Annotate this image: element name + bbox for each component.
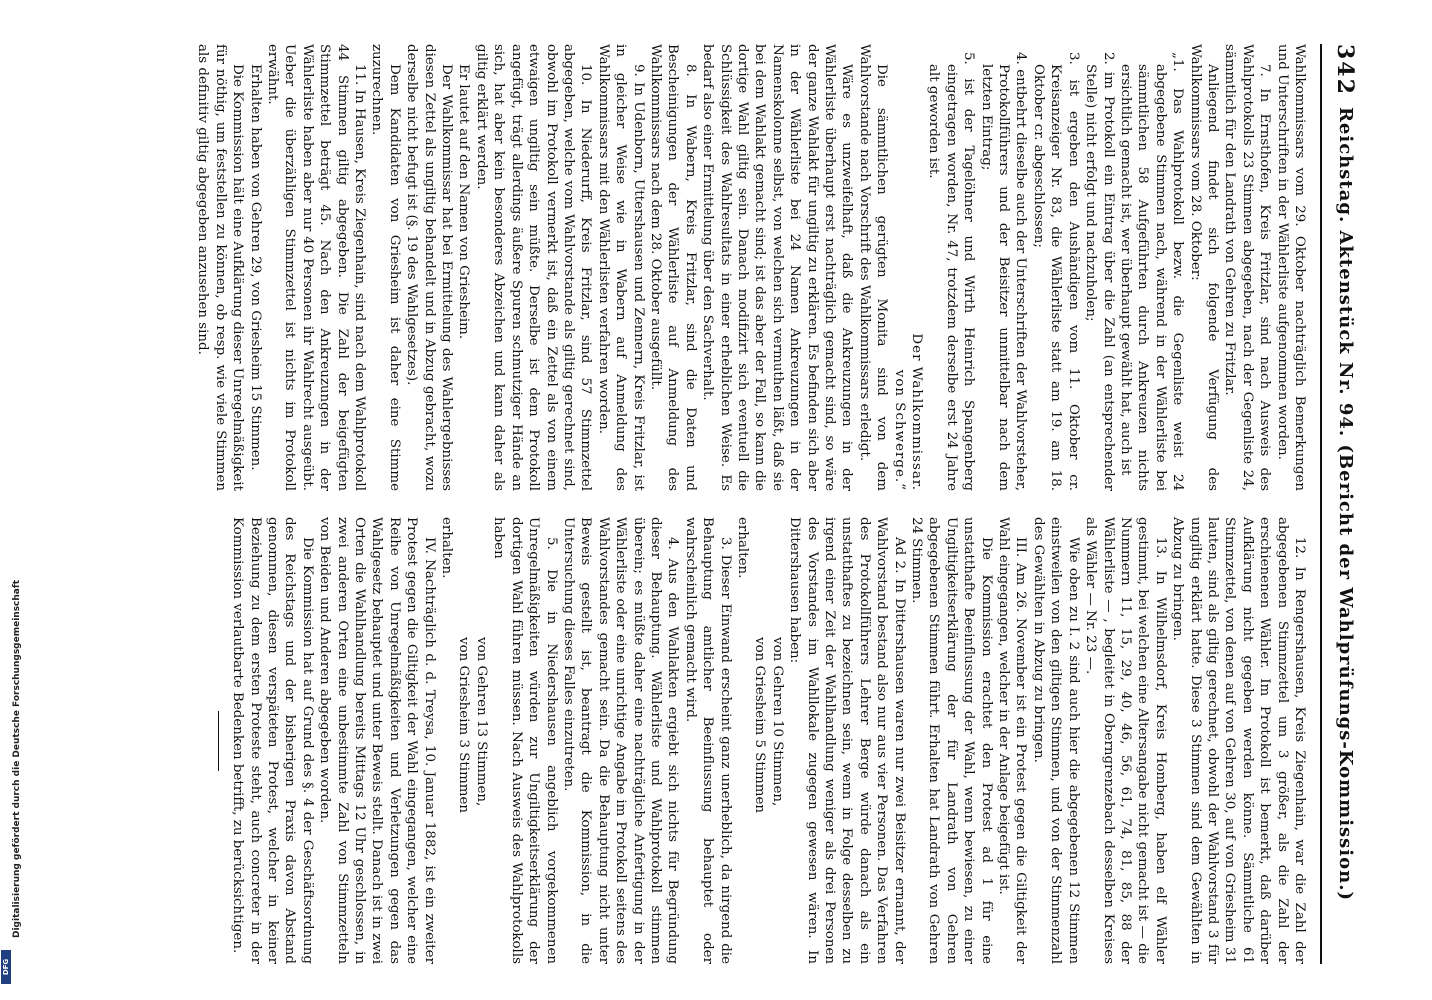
- quoted-item: 4. entbehrt dieselbe auch der Unterschriften der Wahlvorsteher, Protokollführers und der Beisitzer unmittelbar nach dem letzten Eintrag;: [978, 52, 1029, 491]
- vote-tally-line: von Gehren 13 Stimmen,: [473, 637, 489, 807]
- running-head: Reichstag. Aktenstück Nr. 94. (Bericht der Wahlprüfungs-Kommission.): [1335, 106, 1356, 902]
- left-column: [194, 44, 1308, 491]
- page-number: 342: [1332, 44, 1358, 96]
- paragraph: Wäre es unzweifelhaft, daß die Ankreuzungen in der Wählerliste überhaupt erst nachträglich gemacht sind, so wäre der ganze Wahlakt für ungiltig zu erklären. Es befinden sich aber in der Wählerliste bei 24 Namen Ankreuzungen in der Namenskolonne selbst, von welchen sich vermuthen läßt, daß sie bei dem Wahlakt gemacht sind; ist das aber der Fall, so kann die dortige Wahl giltig sein. Danach modifizirt sich eventuell die Schlüssigkeit des Wahlresultats in einer erheblichen Weise. Es bedarf also einer Ermittelung über den Sachverhalt.: [700, 44, 855, 491]
- end-rule: [218, 711, 219, 771]
- vote-tally-line: von Griesheim 3 Stimmen: [456, 637, 472, 814]
- paragraph: Dem Kandidaten von Griesheim ist daher eine Stimme zuzurechnen.: [369, 44, 402, 491]
- paragraph: Anliegend findet sich folgende Verfügung des Wahlkommissars vom 28. Oktober:: [1187, 44, 1220, 491]
- page-header: [1320, 44, 1362, 964]
- paragraph: 10. In Niederurff, Kreis Fritzlar, sind 57 Stimmzettel abgegeben, welche vom Wahlvorstande als giltig gerechnet sind, obwohl im Protokoll vermerkt ist, daß ein Zettel als von einem etwaigen ungiltig sein müßte. Derselbe ist dem Protokoll angefügt, trägt allerdings äußere Spuren schmutziger Hände an sich, hat aber kein besonderes Abzeichen und kann daher als giltig erklärt werden.: [473, 44, 594, 491]
- dfg-logo-text: DFG: [2, 958, 10, 976]
- paragraph: IV. Nachträglich d. d. Treysa, 10. Januar 1882, ist ein zweiter Protest gegen die Giltigkeit der Wahl eingegangen, welcher eine Reihe von Unregelmäßigkeiten und Verletzungen gegen das Wahlgesetz behauptet und unter Beweis stellt. Danach ist in zwei Orten die Wahlhandlung bereits Mittags 12 Uhr geschlossen, in zwei anderen Orten eine unbestimmte Zahl von Stimmzetteln von Beiden und Anderen abgegeben worden.: [317, 517, 437, 964]
- paragraph: Der Wahlkommissar hat bei Ermittelung des Wahlergebnisses diesen Zettel als ungiltig behandelt und in Abzug gebracht, wozu derselbe nicht befugt ist (§. 19 des Wahlgesetzes).: [404, 44, 455, 491]
- text-columns: [194, 44, 1320, 964]
- paragraph: erhalten.: [735, 517, 750, 579]
- paragraph: 5. Die in Niedershausen angeblich vorgekommenen Unregelmäßigkeiten würden zur Ungiltigkeitserklärung der dortigen Wahl führen müssen. Nach Ausweis des Wahlprotokolls haben: [491, 517, 559, 964]
- rotated-document-page: [66, 0, 1386, 1000]
- digitization-note: Digitalisierung gefördert durch die Deutsche Forschungsgemeinschaft: [12, 579, 22, 938]
- right-column: [194, 517, 1308, 964]
- paragraph: 13. In Wilhelmsdorf, Kreis Homberg, haben elf Wähler gestimmt, bei welchen eine Altersangabe nicht gemacht ist — die Nummern 11, 15, 29, 40, 46, 56, 61, 74, 81, 85, 88 der Wählerliste — , begleitet in Oberngrenzebach desselben Kreises als Wähler — Nr. 23 —.: [1083, 517, 1168, 964]
- paragraph: 8. In Wabern, Kreis Fritzlar, sind die Daten und Bescheinigungen der Wählerliste auf Anmeldung des Wahlkommissars nach dem 28. Oktober ausgefüllt.: [647, 44, 698, 491]
- quoted-item: 2. im Protokoll ein Eintrag über die Zahl (an entsprechender Stelle) nicht erfolgt und nachzuholen;: [1083, 52, 1116, 491]
- vote-tally-line: von Griesheim 5 Stimmen: [752, 637, 768, 814]
- paragraph: Wie oben zu I. 2 sind auch hier die abgegebenen 12 Stimmen einstweilen von den giltigen Stimmen, und von der Stimmenzahl des Gewählten in Abzug zu bringen.: [1030, 517, 1081, 964]
- paragraph: Die Kommission hat auf Grund des §. 4 der Geschäftsordnung des Reichstags und der bisherigen Praxis davon Abstand genommen, diesen verspäteten Protest, welcher in keiner Beziehung zu dem ersten Proteste steht, auch concreter in der Kommission verlautbarte Bedenken betrifft, zu berücksichtigen.: [230, 517, 315, 964]
- paragraph: 9. In Udenborn, Uttershausen und Zennern, Kreis Fritzlar, ist in gleicher Weise wie in Wabern auf Anmeldung des Wahlkommissars mit den Wählerlisten verfahren worden.: [595, 44, 646, 491]
- paragraph: III. Am 26. November ist ein Protest gegen die Giltigkeit der Wahl eingegangen, welcher in der Anlage beigefügt ist.: [996, 517, 1029, 964]
- paragraph: Die Kommission hält eine Aufklärung dieser Unregelmäßigkeit für nöthig, um feststellen zu können, ob resp. wie viele Stimmen als definitiv giltig abgegeben anzusehen sind.: [195, 44, 246, 491]
- paragraph: Erhalten haben von Gehren 29, von Griesheim 15 Stimmen.: [247, 64, 263, 471]
- paragraph: Ad 2. In Dittershausen waren nur zwei Beisitzer ernannt, der Wahlvorstand bestand also nur aus vier Personen. Das Verfahren des Protokollführers Lehrer Berge würde danach als ein unstatthaftes zu bezeichnen sein, wenn in Folge desselben zu irgend einer Zeit der Wahlhandlung weniger als drei Personen des Vorstandes im Wahllokale zugegen gewesen wären. In Dittershausen haben:: [787, 517, 907, 964]
- paragraph: Die sämmtlichen gerügten Monita sind von dem Wahlvorstande nach Vorschrift des Wahlkommissars erledigt.: [856, 44, 890, 491]
- dfg-logo: [1, 950, 11, 984]
- quoted-item: 5. ist der Tagelöhner und Wirth Heinrich Spangenberg eingetragen worden, Nr. 47, trotzdem derselbe erst 24 Jahre alt geworden ist.: [926, 52, 977, 491]
- quoted-item: 3. ist ergeben den Aushändigen vom 11. Oktober cr. Kreisanzeiger Nr. 83, die Wählerliste statt am 19. am 18. Oktober cr. abgeschlossen;: [1030, 52, 1081, 491]
- paragraph: erhalten.: [439, 517, 455, 579]
- paragraph: 11. In Hausen, Kreis Ziegenhain, sind nach dem Wahlprotokoll 44 Stimmen giltig abgegeben. Die Zahl der beigefügten Stimmzettel beträgt 45. Nach den Ankreuzungen in der Wählerliste haben aber nur 40 Personen ihr Wahlrecht ausgeübt. Ueber die überzähligen Stimmzettel ist nichts im Protokoll erwähnt.: [265, 44, 368, 491]
- paragraph: 3. Dieser Einwand erscheint ganz unerheblich, da nirgend die Behauptung amtlicher Beeinflussung behauptet oder wahrscheinlich gemacht wird.: [682, 517, 733, 964]
- vote-tally-line: von Gehren 10 Stimmen,: [769, 637, 785, 807]
- paragraph: Die Kommission erachtet den Protest ad 1 für eine unstatthafte Beeinflussung der Wahl, wenn bewiesen, zu einer Ungiltigkeitserklärung der für Landrath von Gehren abgegebenen Stimmen führt. Erhalten hat Landrath von Gehren 24 Stimmen.: [909, 517, 994, 964]
- paragraph: 7. In Ernsthofen, Kreis Fritzlar, sind nach Ausweis des Wahlprotokolls 23 Stimmen abgegeben, nach der Gegenliste 24, sämmtlich für den Landrath von Gehren zu Fritzlar.: [1222, 44, 1273, 491]
- paragraph: 12. In Rengershausen, Kreis Ziegenhain, war die Zahl der abgegebenen Stimmzettel um 3 größer, als die Zahl der erschienenen Wähler. Im Protokoll ist bemerkt, daß darüber Aufklärung nicht gegeben werden könne. Sämmtliche 61 Stimmzettel, von denen auf von Gehren 30, auf von Griesheim 31 lauten, sind als giltig gerechnet, obwohl der Wahlvorstand 3 für ungiltig erklärt hatte. Diese 3 Stimmen sind dem Gewählten in Abzug zu bringen.: [1170, 517, 1307, 964]
- quoted-item: „1. Das Wahlprotokoll bezw. die Gegenliste weist 24 abgegebene Stimmen nach, während in der Wählerliste bei sämmtlichen 58 Aufgeführten durch Ankreuzen nichts ersichtlich gemacht ist, wer überhaupt gewählt hat, auch ist: [1117, 52, 1186, 491]
- paragraph: 4. Aus den Wahlakten ergiebt sich nichts für Begründung dieser Behauptung. Wählerliste und Wahlprotokoll stimmen überein; es müßte daher eine nachträgliche Anfertigung in der Wählerliste oder eine unrichtige Angabe im Protokoll seitens des Wahlvorstandes gemacht sein. Da die Behauptung nicht unter Beweis gestellt ist, beantragt die Kommission, in die Untersuchung dieses Falles einzutreten.: [560, 517, 681, 964]
- signature-name: von Schwerge.“: [891, 369, 907, 491]
- signature-title: Der Wahlkommissar.: [909, 333, 925, 491]
- paragraph: Er lautet auf den Namen von Griesheim.: [456, 64, 472, 340]
- paragraph: Wahlkommissars vom 29. Oktober nachträglich Bemerkungen und Unterschriften in der Wählerliste aufgenommen worden.: [1274, 44, 1307, 491]
